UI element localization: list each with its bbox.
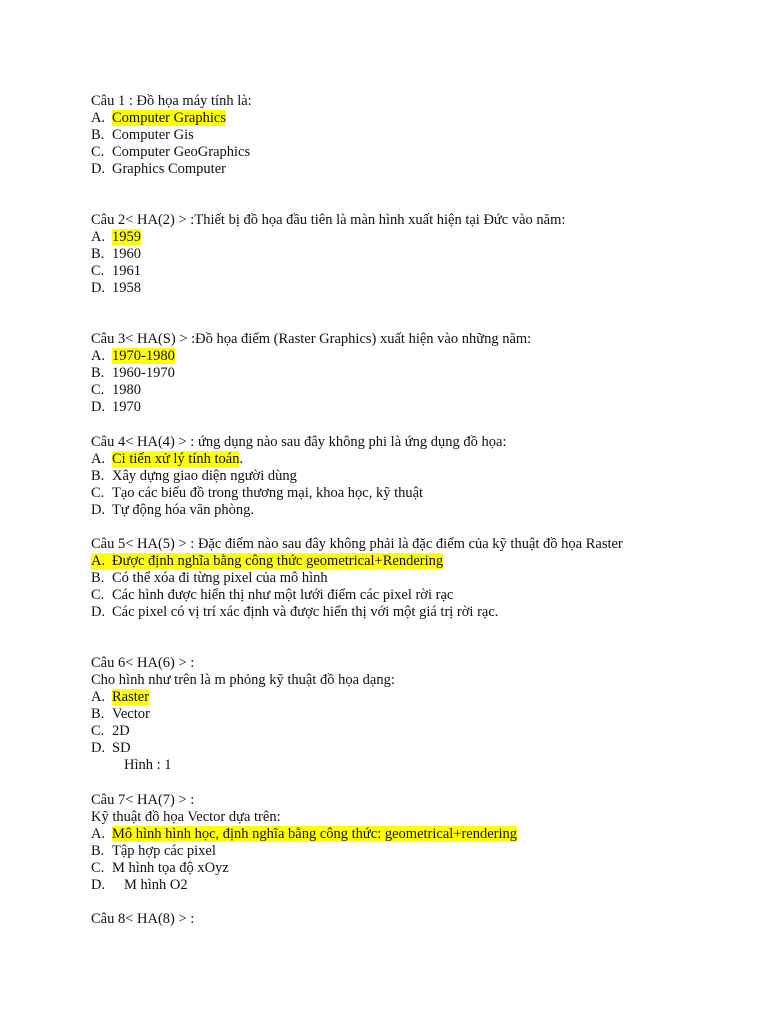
question-6-option-c xyxy=(91,723,130,740)
option-letter: D. xyxy=(91,740,106,756)
question-5-title: Câu 5< HA(5) > : Đặc điểm nào sau đây không phải là đặc điểm của kỹ thuật đồ họa Raster xyxy=(91,536,623,552)
option-letter: C. xyxy=(91,485,105,501)
option-text: 1970 xyxy=(112,399,141,415)
option-letter: A. xyxy=(91,229,106,245)
question-3-option-a xyxy=(91,348,175,365)
question-8-title: Câu 8< HA(8) > : xyxy=(91,911,195,927)
option-text: Computer GeoGraphics xyxy=(112,144,251,160)
question-7-option-b xyxy=(91,843,216,860)
option-text: 1961 xyxy=(112,263,141,279)
question-3-title: Câu 3< HA(S) > :Đồ họa điểm (Raster Graphics) xuất hiện vào những năm: xyxy=(91,331,532,347)
option-letter: B. xyxy=(91,365,105,381)
question-2-option-b xyxy=(91,246,141,263)
option-letter: A. xyxy=(91,826,106,842)
highlighted-answer: Mô hình hình học, định nghĩa bằng công thức: geometrical+rendering xyxy=(112,826,518,842)
highlighted-answer: Được định nghĩa bằng công thức geometrical+Rendering xyxy=(112,553,444,569)
option-letter: C. xyxy=(91,382,105,398)
option-text: 1960-1970 xyxy=(112,365,175,381)
question-7-prompt: Kỹ thuật đồ họa Vector dựa trên: xyxy=(91,809,281,825)
option-letter: B. xyxy=(91,246,105,262)
question-2-option-c xyxy=(91,263,141,280)
question-2-option-a xyxy=(91,229,141,246)
question-7-option-d xyxy=(91,877,188,894)
option-text: Tập hợp các pixel xyxy=(112,843,216,859)
option-text: Xây dựng giao diện người dùng xyxy=(112,468,297,484)
option-letter: A. xyxy=(91,110,106,126)
option-letter: D. xyxy=(91,280,106,296)
question-6-option-b xyxy=(91,706,150,723)
question-6-option-d xyxy=(91,740,131,757)
option-text: 2D xyxy=(112,723,130,739)
highlighted-answer: Ci tiến xử lý tính toán xyxy=(112,451,240,467)
option-text: Tự động hóa văn phòng. xyxy=(112,502,254,518)
highlighted-answer: Computer Graphics xyxy=(112,110,226,126)
option-text: Tạo các biểu đồ trong thương mại, khoa học, kỹ thuật xyxy=(112,485,424,501)
option-letter: D. xyxy=(91,502,106,518)
question-6-title: Câu 6< HA(6) > : xyxy=(91,655,195,671)
option-letter: C. xyxy=(91,263,105,279)
question-2-title: Câu 2< HA(2) > :Thiết bị đồ họa đầu tiên là màn hình xuất hiện tại Đức vào năm: xyxy=(91,212,566,228)
question-5-option-c xyxy=(91,587,453,604)
option-letter: C. xyxy=(91,144,105,160)
option-letter: D. xyxy=(91,877,106,893)
question-7-option-a xyxy=(91,826,517,843)
option-text: Vector xyxy=(112,706,150,722)
question-5-option-a xyxy=(91,553,443,570)
option-letter: B. xyxy=(91,468,105,484)
question-4-option-b xyxy=(91,468,297,485)
question-3-option-d xyxy=(91,399,141,416)
question-7-title: Câu 7< HA(7) > : xyxy=(91,792,195,808)
option-text: Có thể xóa đi từng pixel của mô hình xyxy=(112,570,328,586)
question-4-title: Câu 4< HA(4) > : ứng dụng nào sau đây không phi là ứng dụng đồ họa: xyxy=(91,434,507,450)
question-1-option-a xyxy=(91,110,226,127)
option-letter: C. xyxy=(91,860,105,876)
option-letter: C. xyxy=(91,723,105,739)
option-text: M hình O2 xyxy=(124,877,188,893)
option-letter: A. xyxy=(91,553,112,570)
option-letter: B. xyxy=(91,843,105,859)
option-text: Các hình được hiển thị như một lưới điểm các pixel rời rạc xyxy=(112,587,454,603)
option-letter: D. xyxy=(91,604,106,620)
question-1-title: Câu 1 : Đồ họa máy tính là: xyxy=(91,93,252,109)
option-letter: D. xyxy=(91,161,106,177)
figure-caption: Hình : 1 xyxy=(124,757,172,773)
question-4-option-c xyxy=(91,485,423,502)
question-4-option-d xyxy=(91,502,254,519)
highlighted-answer: 1970-1980 xyxy=(112,348,175,364)
option-letter: A. xyxy=(91,689,106,705)
question-1-option-c xyxy=(91,144,250,161)
option-letter: C. xyxy=(91,587,105,603)
option-text: 1958 xyxy=(112,280,141,296)
option-text: 1960 xyxy=(112,246,141,262)
option-text: M hình tọa độ xOyz xyxy=(112,860,229,876)
option-text: Computer Gis xyxy=(112,127,194,143)
question-5-option-d xyxy=(91,604,498,621)
option-letter: B. xyxy=(91,127,105,143)
highlighted-answer: 1959 xyxy=(112,229,141,245)
question-1-option-d xyxy=(91,161,226,178)
question-6-option-a xyxy=(91,689,149,706)
question-3-option-b xyxy=(91,365,175,382)
question-4-option-a xyxy=(91,451,243,468)
option-text: Các pixel có vị trí xác định và được hiển thị với một giá trị rời rạc. xyxy=(112,604,499,620)
question-3-option-c xyxy=(91,382,141,399)
option-letter: A. xyxy=(91,451,106,467)
option-letter: B. xyxy=(91,570,105,586)
question-7-option-c xyxy=(91,860,229,877)
highlighted-answer: Raster xyxy=(112,689,150,705)
question-6-prompt: Cho hình như trên là m phỏng kỹ thuật đồ họa dạng: xyxy=(91,672,395,688)
option-text: Graphics Computer xyxy=(112,161,226,177)
option-suffix: . xyxy=(239,451,244,467)
option-text: SD xyxy=(112,740,131,756)
question-2-option-d xyxy=(91,280,141,297)
option-letter: B. xyxy=(91,706,105,722)
option-text: 1980 xyxy=(112,382,141,398)
option-letter: A. xyxy=(91,348,106,364)
option-letter: D. xyxy=(91,399,106,415)
question-5-option-b xyxy=(91,570,328,587)
question-1-option-b xyxy=(91,127,194,144)
